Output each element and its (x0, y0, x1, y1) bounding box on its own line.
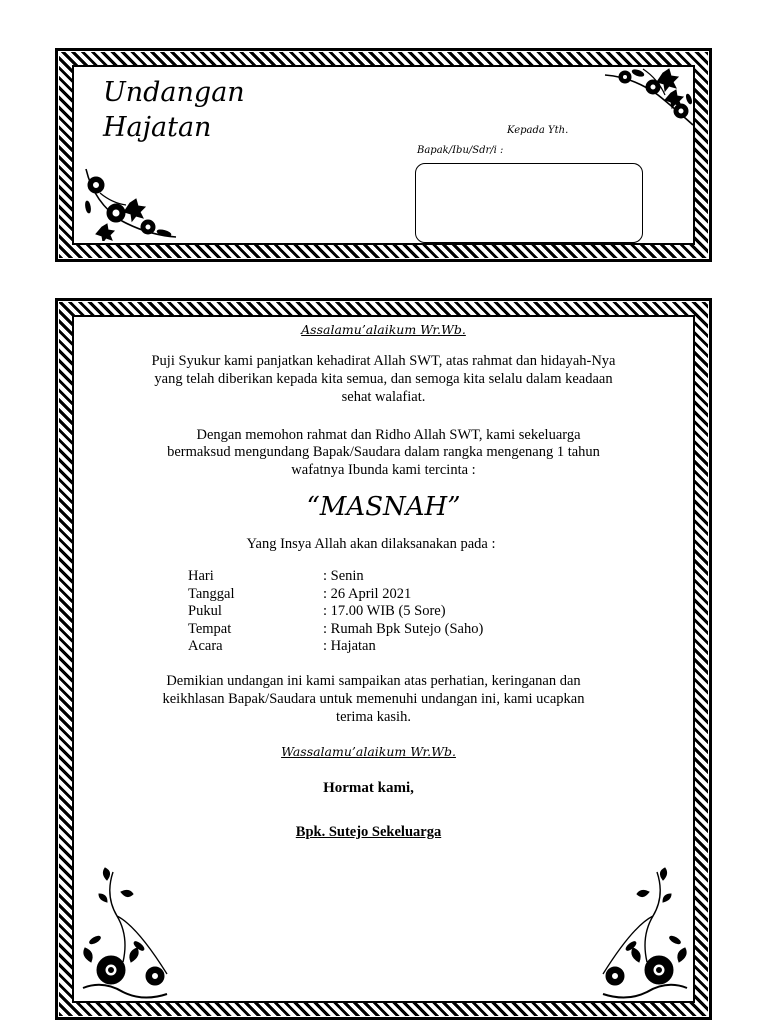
floral-corner-icon (77, 866, 187, 1002)
closing-line-2: keikhlasan Bapak/Saudara untuk memenuhi undangan ini, kami ucapkan (162, 691, 585, 707)
detail-label-time: Pukul (188, 603, 222, 619)
schedule-intro: Yang Insya Allah akan dilaksanakan pada : (246, 536, 496, 552)
floral-corner-icon (583, 866, 693, 1002)
detail-label-date: Tanggal (188, 586, 235, 602)
signature: Bpk. Sutejo Sekeluarga (295, 824, 442, 840)
intro-line-3: sehat walafiat. (341, 389, 426, 405)
opening-greeting: Assalamu’alaikum Wr.Wb. (301, 322, 466, 337)
batik-flower-corner-icon (603, 65, 695, 127)
detail-label-day: Hari (188, 568, 214, 584)
detail-value-place: : Rumah Bpk Sutejo (Saho) (323, 621, 484, 637)
closing-line-1: Demikian undangan ini kami sampaikan atas perhatian, keringanan dan (166, 673, 581, 689)
intro-line-1: Puji Syukur kami panjatkan kehadirat Allah SWT, atas rahmat dan hidayah-Nya (151, 353, 616, 369)
detail-value-day: : Senin (323, 568, 364, 584)
detail-value-event: : Hajatan (323, 638, 376, 654)
invite-line-2: bermaksud mengundang Bapak/Saudara dalam rangka mengenang 1 tahun (167, 444, 600, 460)
invite-line-1: Dengan memohon rahmat dan Ridho Allah SWT, kami sekeluarga (196, 427, 581, 443)
letter-card (55, 298, 712, 1020)
envelope-title-line2: Hajatan (103, 112, 212, 143)
envelope-title-line1: Undangan (103, 77, 245, 108)
envelope-card (55, 48, 712, 262)
detail-label-place: Tempat (188, 621, 232, 637)
closing-line-3: terima kasih. (336, 709, 411, 725)
recipient-label: Bapak/Ibu/Sdr/i : (417, 145, 504, 156)
deceased-name: “MASNAH” (306, 492, 461, 522)
kepada-label: Kepada Yth. (507, 125, 569, 136)
address-box (415, 163, 643, 243)
closing-greeting: Wassalamu’alaikum Wr.Wb. (281, 744, 456, 759)
batik-flower-corner-icon (82, 163, 178, 241)
intro-line-2: yang telah diberikan kepada kita semua, dan semoga kita selalu dalam keadaan (154, 371, 613, 387)
detail-value-date: : 26 April 2021 (323, 586, 412, 602)
regards: Hormat kami, (323, 780, 414, 796)
detail-label-event: Acara (188, 638, 223, 654)
invite-line-3: wafatnya Ibunda kami tercinta : (291, 462, 476, 478)
detail-value-time: : 17.00 WIB (5 Sore) (323, 603, 446, 619)
